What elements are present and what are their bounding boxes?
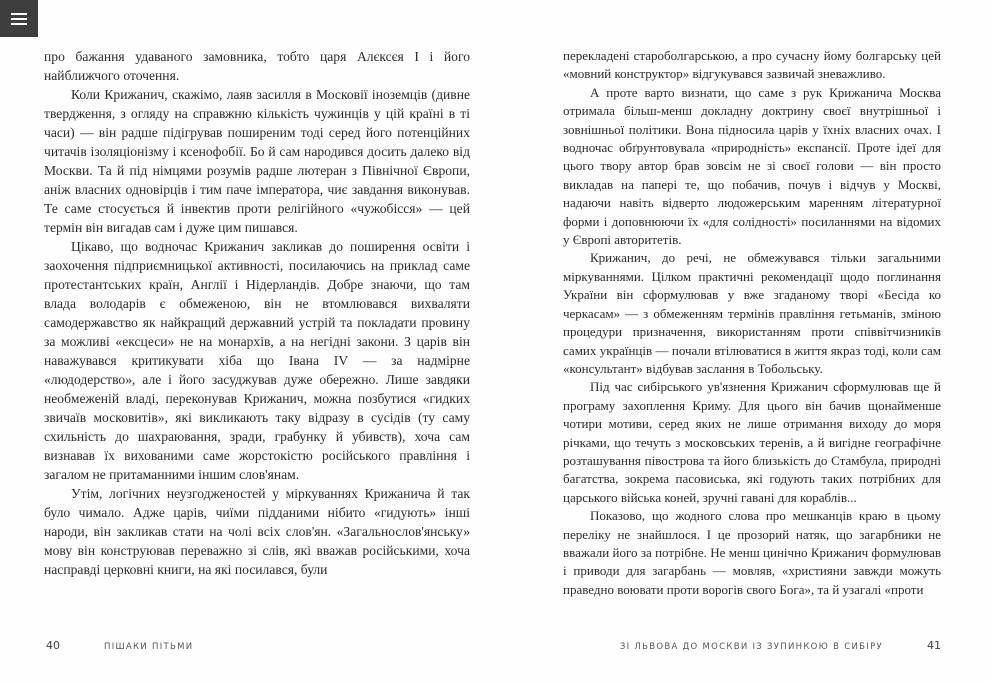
paragraph: перекладені староболгарською, а про сучасну йому болгарську цей «мовний конструктор» відгукувався зазвичай зневажливо.: [563, 48, 941, 82]
paragraph: Крижанич, до речі, не обмежувався тільки загальними міркуваннями. Цілком практичні рекомендації щодо поглинання України він сформулював у вже згаданому творі «Бесіда ко черкасам» — з обмеженням термінів правління гетьманів, зміною процедури призначення, використанням проти співвітчизників самих українців — почали втілюватися в життя якраз тоді, коли сам «консультант» відбував заслання в Тобольську.: [563, 250, 941, 376]
paragraph: Під час сибірського ув'язнення Крижанич сформулював ще й програму захоплення Криму. Для цього він бачив щонайменше чотири мотиви, серед яких не лише отримання виходу до моря річками, що течуть з московських теренів, а й вигідне географічне розташування півострова та його близькість до Стамбула, природні багатства, зокрема пасовиська, які годують таких потрібних для царського війська коней, зручні гавані для кораблів...: [563, 379, 941, 505]
left-page-number: 40: [46, 639, 60, 652]
right-page: [563, 47, 941, 599]
right-page-number: 41: [927, 639, 941, 652]
left-page-text: [44, 47, 470, 579]
paragraph: Коли Крижанич, скажімо, лаяв засилля в Московії іноземців (дивне твердження, з огляду на справжню кількість чужинців у цій країні в ті часи) — він радше підігрував поширеним тоді серед його потенційних читачів ізоляціонізму і ксенофобії. Бо й сам народився досить далеко від Москви. Та й під німцями розумів радше лютеран з Північної Європи, аніж власних одновірців і тим паче імператора, чиє завдання виконував. Те саме стосується й інвектив проти релігійного «чужобісся» — цей термін він вигадав сам і дуже цим пишався.: [44, 87, 470, 235]
paragraph: Показово, що жодного слова про мешканців краю в цьому переліку не знайшлося. І це прозорий натяк, що загарбники не вважали його за потрібне. Не менш цинічно Крижанич формулював і приводи для загарбань — мовляв, «християни завжди можуть праведно воювати проти ворогів свого Бога», та й узагалі «проти: [563, 508, 941, 597]
right-page-footer: [620, 639, 941, 652]
paragraph: про бажання удаваного замовника, тобто царя Алєксєя I і його найближчого оточення.: [44, 49, 470, 83]
paragraph: А проте варто визнати, що саме з рук Крижанича Москва отримала більш-менш докладну доктрину своєї внутрішньої і зовнішньої політики. Вона підносила царів у їхніх власних очах. І водночас обґрунтовувала «природність» експансії. Проте ідеї для цього твору автор брав зовсім не зі своєї голови — він просто викладав на папері те, що побачив, почув і відчув у Москві, надаючи навіть відверто людожерським маренням літературної форми і доповнюючи їх «для солідності» посиланнями на відомих у Європі авторитетів.: [563, 84, 941, 248]
menu-button[interactable]: [0, 0, 38, 37]
hamburger-icon: [11, 13, 27, 25]
paragraph: Цікаво, що водночас Крижанич закликав до поширення освіти і заохочення підприємницької активності, посилаючись на приклад саме протестантських країн, Англії і Нідерландів. Добре знаючи, що там влада володарів є обмеженою, він не втомлювався вихваляти самодержавство як найкращий державний устрій та покладати провину за можливі «ексцеси» не на монархів, а на негідні закони. З царів він наважувався критикувати хіба що Івана IV — за надмірне «людодерство», але і його засуджував дуже обережно. Лише завдяки необмеженій владі, переконував Крижанич, можна позбутися «гидких звичаїв московитів», які викликають таку відразу в сусідів (ту саму схильність до шахраювання, зради, грабунку й убивств), хоча сам визнавав їх вихованими саме жорстокістю російського правління і загалом не притаманними іншим слов'янам.: [44, 239, 470, 482]
right-page-text: [563, 47, 941, 599]
left-page: [44, 47, 470, 579]
left-running-title: ПІШАКИ ПІТЬМИ: [104, 642, 194, 652]
right-running-title: ЗІ ЛЬВОВА ДО МОСКВИ ІЗ ЗУПИНКОЮ В СИБІРУ: [619, 642, 883, 652]
paragraph: Утім, логічних неузгодженостей у міркуваннях Крижанича й так було чимало. Адже царів, чиїми підданими нібито «гидують» інші народи, він закликав стати на чолі всіх слов'ян. «Загальнослов'янську» мову він конструював переважно зі слів, які вважав російськими, хоча насправді церковні книги, на які посилався, були: [44, 486, 470, 577]
left-page-footer: [46, 639, 193, 652]
